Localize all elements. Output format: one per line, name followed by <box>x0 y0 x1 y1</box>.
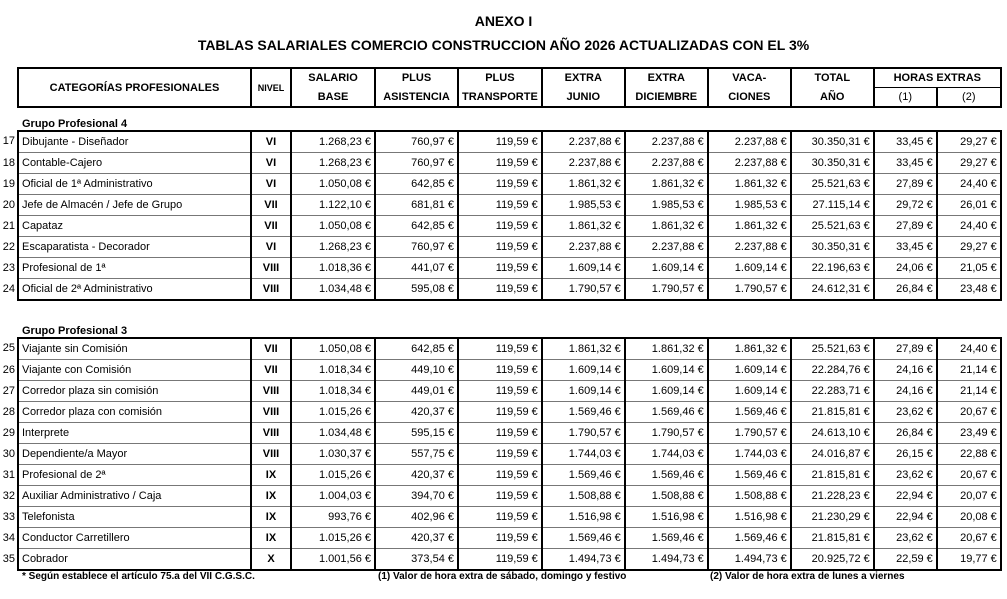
header-categorias: CATEGORÍAS PROFESIONALES <box>18 68 251 107</box>
cell-ta: 21.815,81 € <box>791 402 874 423</box>
cell-h1: 33,45 € <box>874 237 937 258</box>
row-number: 21 <box>2 219 15 232</box>
row-number: 32 <box>2 489 15 502</box>
table-row <box>18 486 1001 507</box>
cell-ej: 1.609,14 € <box>542 381 625 402</box>
cell-pa: 420,37 € <box>375 528 458 549</box>
cell-ej: 1.861,32 € <box>542 216 625 237</box>
group-label-3: Grupo Profesional 3 <box>22 325 128 337</box>
cell-lvl: IX <box>251 507 291 528</box>
cell-name: Conductor Carretillero <box>18 528 251 549</box>
cell-ej: 1.609,14 € <box>542 258 625 279</box>
cell-sb: 1.268,23 € <box>291 131 375 153</box>
row-number: 24 <box>2 282 15 295</box>
cell-ej: 1.569,46 € <box>542 465 625 486</box>
cell-ej: 2.237,88 € <box>542 237 625 258</box>
cell-sb: 1.015,26 € <box>291 465 375 486</box>
cell-ej: 2.237,88 € <box>542 153 625 174</box>
cell-ed: 1.790,57 € <box>625 279 708 301</box>
table-row <box>18 507 1001 528</box>
cell-pa: 373,54 € <box>375 549 458 571</box>
cell-ej: 1.609,14 € <box>542 360 625 381</box>
cell-pt: 119,59 € <box>458 174 542 195</box>
cell-pa: 760,97 € <box>375 237 458 258</box>
cell-pt: 119,59 € <box>458 131 542 153</box>
header-plus-asistencia: PLUS <box>375 68 458 88</box>
cell-h2: 23,48 € <box>937 279 1001 301</box>
header-ciones: CIONES <box>708 88 791 108</box>
cell-lvl: IX <box>251 465 291 486</box>
cell-h1: 24,16 € <box>874 381 937 402</box>
cell-ed: 1.494,73 € <box>625 549 708 571</box>
cell-lvl: VII <box>251 216 291 237</box>
cell-h2: 21,05 € <box>937 258 1001 279</box>
cell-ej: 1.861,32 € <box>542 338 625 360</box>
header-salario-base: BASE <box>291 88 375 108</box>
cell-sb: 1.268,23 € <box>291 237 375 258</box>
cell-sb: 1.034,48 € <box>291 279 375 301</box>
cell-sb: 1.050,08 € <box>291 216 375 237</box>
cell-ej: 1.790,57 € <box>542 423 625 444</box>
cell-ta: 30.350,31 € <box>791 131 874 153</box>
cell-va: 1.569,46 € <box>708 528 791 549</box>
cell-sb: 1.034,48 € <box>291 423 375 444</box>
cell-ed: 1.985,53 € <box>625 195 708 216</box>
cell-ed: 1.569,46 € <box>625 465 708 486</box>
cell-sb: 1.001,56 € <box>291 549 375 571</box>
cell-h2: 20,08 € <box>937 507 1001 528</box>
table-row <box>18 195 1001 216</box>
cell-ed: 1.790,57 € <box>625 423 708 444</box>
row-number: 28 <box>2 405 15 418</box>
cell-h2: 20,07 € <box>937 486 1001 507</box>
cell-sb: 1.268,23 € <box>291 153 375 174</box>
cell-h2: 24,40 € <box>937 174 1001 195</box>
cell-ej: 1.985,53 € <box>542 195 625 216</box>
cell-va: 2.237,88 € <box>708 131 791 153</box>
cell-va: 1.861,32 € <box>708 174 791 195</box>
cell-ta: 22.196,63 € <box>791 258 874 279</box>
row-number: 22 <box>2 240 15 253</box>
cell-ta: 20.925,72 € <box>791 549 874 571</box>
cell-ta: 21.228,23 € <box>791 486 874 507</box>
cell-pt: 119,59 € <box>458 279 542 301</box>
cell-ta: 25.521,63 € <box>791 338 874 360</box>
cell-name: Cobrador <box>18 549 251 571</box>
cell-name: Telefonista <box>18 507 251 528</box>
cell-name: Oficial de 2ª Administrativo <box>18 279 251 301</box>
row-number: 26 <box>2 363 15 376</box>
cell-ta: 22.283,71 € <box>791 381 874 402</box>
cell-sb: 1.050,08 € <box>291 174 375 195</box>
cell-ej: 1.494,73 € <box>542 549 625 571</box>
cell-pa: 760,97 € <box>375 131 458 153</box>
cell-ej: 2.237,88 € <box>542 131 625 153</box>
cell-h1: 26,84 € <box>874 279 937 301</box>
cell-pa: 449,01 € <box>375 381 458 402</box>
cell-sb: 1.018,34 € <box>291 360 375 381</box>
cell-pt: 119,59 € <box>458 549 542 571</box>
cell-h1: 22,94 € <box>874 486 937 507</box>
cell-ed: 1.609,14 € <box>625 360 708 381</box>
header-total: TOTAL <box>791 68 874 88</box>
cell-ta: 24.016,87 € <box>791 444 874 465</box>
cell-va: 1.861,32 € <box>708 338 791 360</box>
cell-pt: 119,59 € <box>458 423 542 444</box>
cell-name: Interprete <box>18 423 251 444</box>
cell-pt: 119,59 € <box>458 528 542 549</box>
header-extra-diciembre: EXTRA <box>625 68 708 88</box>
cell-sb: 1.004,03 € <box>291 486 375 507</box>
table-row <box>18 237 1001 258</box>
cell-pa: 402,96 € <box>375 507 458 528</box>
cell-h2: 23,49 € <box>937 423 1001 444</box>
cell-pt: 119,59 € <box>458 444 542 465</box>
cell-lvl: VII <box>251 360 291 381</box>
cell-va: 1.609,14 € <box>708 258 791 279</box>
row-number: 23 <box>2 261 15 274</box>
cell-name: Dependiente/a Mayor <box>18 444 251 465</box>
cell-name: Profesional de 1ª <box>18 258 251 279</box>
header-vacaciones: VACA- <box>708 68 791 88</box>
cell-va: 1.494,73 € <box>708 549 791 571</box>
header-nivel: NIVEL <box>251 68 291 107</box>
cell-ej: 1.516,98 € <box>542 507 625 528</box>
cell-va: 1.609,14 € <box>708 381 791 402</box>
cell-lvl: VIII <box>251 258 291 279</box>
cell-sb: 1.015,26 € <box>291 528 375 549</box>
cell-ed: 1.744,03 € <box>625 444 708 465</box>
cell-va: 1.569,46 € <box>708 465 791 486</box>
cell-h2: 24,40 € <box>937 216 1001 237</box>
cell-h2: 20,67 € <box>937 465 1001 486</box>
cell-pt: 119,59 € <box>458 195 542 216</box>
salary-table <box>17 67 1002 571</box>
row-number: 35 <box>2 552 15 565</box>
cell-pa: 642,85 € <box>375 174 458 195</box>
cell-lvl: VIII <box>251 381 291 402</box>
cell-h2: 29,27 € <box>937 237 1001 258</box>
table-row <box>18 444 1001 465</box>
table-row <box>18 381 1001 402</box>
cell-h1: 23,62 € <box>874 528 937 549</box>
cell-va: 1.516,98 € <box>708 507 791 528</box>
cell-pa: 557,75 € <box>375 444 458 465</box>
header-salario: SALARIO <box>291 68 375 88</box>
cell-va: 2.237,88 € <box>708 153 791 174</box>
cell-pa: 760,97 € <box>375 153 458 174</box>
cell-lvl: VIII <box>251 423 291 444</box>
cell-name: Oficial de 1ª Administrativo <box>18 174 251 195</box>
cell-ed: 1.609,14 € <box>625 258 708 279</box>
cell-sb: 1.050,08 € <box>291 338 375 360</box>
cell-lvl: IX <box>251 528 291 549</box>
cell-lvl: VIII <box>251 279 291 301</box>
cell-name: Contable-Cajero <box>18 153 251 174</box>
table-row <box>18 528 1001 549</box>
cell-pt: 119,59 € <box>458 216 542 237</box>
cell-ta: 21.815,81 € <box>791 465 874 486</box>
cell-name: Viajante sin Comisión <box>18 338 251 360</box>
row-number: 27 <box>2 384 15 397</box>
cell-pa: 394,70 € <box>375 486 458 507</box>
cell-h2: 22,88 € <box>937 444 1001 465</box>
cell-pt: 119,59 € <box>458 507 542 528</box>
cell-pt: 119,59 € <box>458 237 542 258</box>
cell-pt: 119,59 € <box>458 360 542 381</box>
cell-va: 1.861,32 € <box>708 216 791 237</box>
cell-h2: 24,40 € <box>937 338 1001 360</box>
footnote-hora-1: (1) Valor de hora extra de sábado, domingo y festivo <box>378 571 627 582</box>
cell-h2: 21,14 € <box>937 381 1001 402</box>
cell-h2: 20,67 € <box>937 528 1001 549</box>
cell-ej: 1.861,32 € <box>542 174 625 195</box>
cell-h1: 33,45 € <box>874 153 937 174</box>
cell-va: 1.569,46 € <box>708 402 791 423</box>
row-number: 33 <box>2 510 15 523</box>
cell-h1: 26,84 € <box>874 423 937 444</box>
row-number: 20 <box>2 198 15 211</box>
cell-ta: 25.521,63 € <box>791 216 874 237</box>
cell-h2: 21,14 € <box>937 360 1001 381</box>
cell-h1: 22,94 € <box>874 507 937 528</box>
row-number: 19 <box>2 177 15 190</box>
cell-name: Escaparatista - Decorador <box>18 237 251 258</box>
cell-va: 1.790,57 € <box>708 279 791 301</box>
header-asistencia: ASISTENCIA <box>375 88 458 108</box>
table-row <box>18 131 1001 153</box>
cell-sb: 1.122,10 € <box>291 195 375 216</box>
cell-pt: 119,59 € <box>458 258 542 279</box>
cell-h1: 26,15 € <box>874 444 937 465</box>
cell-pa: 420,37 € <box>375 402 458 423</box>
cell-va: 1.508,88 € <box>708 486 791 507</box>
cell-ed: 2.237,88 € <box>625 237 708 258</box>
cell-name: Auxiliar Administrativo / Caja <box>18 486 251 507</box>
cell-ed: 2.237,88 € <box>625 153 708 174</box>
cell-pa: 642,85 € <box>375 338 458 360</box>
cell-h2: 20,67 € <box>937 402 1001 423</box>
cell-h2: 26,01 € <box>937 195 1001 216</box>
cell-ed: 2.237,88 € <box>625 131 708 153</box>
header-horas-extras: HORAS EXTRAS <box>874 68 1001 88</box>
row-number: 17 <box>2 135 15 148</box>
cell-ta: 21.815,81 € <box>791 528 874 549</box>
row-number: 34 <box>2 531 15 544</box>
cell-lvl: VIII <box>251 444 291 465</box>
cell-ed: 1.861,32 € <box>625 338 708 360</box>
cell-sb: 1.015,26 € <box>291 402 375 423</box>
cell-va: 1.985,53 € <box>708 195 791 216</box>
cell-sb: 1.018,34 € <box>291 381 375 402</box>
cell-lvl: VIII <box>251 402 291 423</box>
cell-ta: 27.115,14 € <box>791 195 874 216</box>
cell-va: 1.609,14 € <box>708 360 791 381</box>
header-ano: AÑO <box>791 88 874 108</box>
row-number: 18 <box>2 156 15 169</box>
table-row <box>18 174 1001 195</box>
cell-ed: 1.508,88 € <box>625 486 708 507</box>
cell-h1: 27,89 € <box>874 338 937 360</box>
cell-name: Viajante con Comisión <box>18 360 251 381</box>
cell-h1: 27,89 € <box>874 174 937 195</box>
table-row <box>18 549 1001 571</box>
cell-h1: 29,72 € <box>874 195 937 216</box>
header-plus-transporte: PLUS <box>458 68 542 88</box>
cell-ej: 1.790,57 € <box>542 279 625 301</box>
header-extra-junio: EXTRA <box>542 68 625 88</box>
table-row <box>18 153 1001 174</box>
document-subtitle: TABLAS SALARIALES COMERCIO CONSTRUCCION AÑO 2026 ACTUALIZADAS CON EL 3% <box>197 37 810 53</box>
cell-h2: 19,77 € <box>937 549 1001 571</box>
cell-ed: 1.609,14 € <box>625 381 708 402</box>
footnote-hora-2: (2) Valor de hora extra de lunes a viernes <box>710 571 905 582</box>
cell-name: Capataz <box>18 216 251 237</box>
table-row <box>18 258 1001 279</box>
cell-pt: 119,59 € <box>458 338 542 360</box>
cell-ed: 1.861,32 € <box>625 174 708 195</box>
row-number: 29 <box>2 426 15 439</box>
cell-ta: 30.350,31 € <box>791 153 874 174</box>
cell-ej: 1.508,88 € <box>542 486 625 507</box>
cell-va: 1.744,03 € <box>708 444 791 465</box>
table-row <box>18 279 1001 301</box>
cell-ta: 25.521,63 € <box>791 174 874 195</box>
cell-name: Profesional de 2ª <box>18 465 251 486</box>
cell-ta: 24.612,31 € <box>791 279 874 301</box>
cell-lvl: IX <box>251 486 291 507</box>
cell-lvl: VI <box>251 174 291 195</box>
table-row <box>18 216 1001 237</box>
header-transporte: TRANSPORTE <box>458 88 542 108</box>
table-row <box>18 360 1001 381</box>
cell-ta: 22.284,76 € <box>791 360 874 381</box>
footnote-articulo: * Según establece el artículo 75.a del VII C.G.S.C. <box>22 571 255 582</box>
cell-h2: 29,27 € <box>937 153 1001 174</box>
cell-ta: 30.350,31 € <box>791 237 874 258</box>
table-row <box>18 338 1001 360</box>
cell-ta: 21.230,29 € <box>791 507 874 528</box>
cell-ta: 24.613,10 € <box>791 423 874 444</box>
cell-pt: 119,59 € <box>458 153 542 174</box>
cell-lvl: X <box>251 549 291 571</box>
header-horas-1: (1) <box>874 88 937 108</box>
row-number: 31 <box>2 468 15 481</box>
cell-h1: 22,59 € <box>874 549 937 571</box>
cell-lvl: VI <box>251 131 291 153</box>
cell-ed: 1.516,98 € <box>625 507 708 528</box>
cell-lvl: VII <box>251 338 291 360</box>
row-number: 30 <box>2 447 15 460</box>
cell-sb: 993,76 € <box>291 507 375 528</box>
cell-pa: 595,08 € <box>375 279 458 301</box>
cell-pt: 119,59 € <box>458 402 542 423</box>
cell-pa: 449,10 € <box>375 360 458 381</box>
table-row <box>18 465 1001 486</box>
table-row <box>18 423 1001 444</box>
cell-va: 1.790,57 € <box>708 423 791 444</box>
cell-h1: 27,89 € <box>874 216 937 237</box>
cell-h1: 24,06 € <box>874 258 937 279</box>
document-title: ANEXO I <box>474 13 533 29</box>
cell-ed: 1.569,46 € <box>625 528 708 549</box>
cell-pa: 681,81 € <box>375 195 458 216</box>
header-diciembre: DICIEMBRE <box>625 88 708 108</box>
cell-va: 2.237,88 € <box>708 237 791 258</box>
cell-ed: 1.861,32 € <box>625 216 708 237</box>
cell-pt: 119,59 € <box>458 486 542 507</box>
cell-pt: 119,59 € <box>458 381 542 402</box>
cell-h1: 23,62 € <box>874 402 937 423</box>
cell-h2: 29,27 € <box>937 131 1001 153</box>
cell-h1: 23,62 € <box>874 465 937 486</box>
header-horas-2: (2) <box>937 88 1001 108</box>
cell-pa: 420,37 € <box>375 465 458 486</box>
cell-lvl: VI <box>251 153 291 174</box>
cell-name: Corredor plaza sin comisión <box>18 381 251 402</box>
cell-lvl: VI <box>251 237 291 258</box>
cell-name: Jefe de Almacén / Jefe de Grupo <box>18 195 251 216</box>
cell-ej: 1.569,46 € <box>542 528 625 549</box>
cell-h1: 24,16 € <box>874 360 937 381</box>
cell-name: Corredor plaza con comisión <box>18 402 251 423</box>
cell-ej: 1.744,03 € <box>542 444 625 465</box>
cell-pa: 595,15 € <box>375 423 458 444</box>
cell-ed: 1.569,46 € <box>625 402 708 423</box>
header-junio: JUNIO <box>542 88 625 108</box>
group-label-4: Grupo Profesional 4 <box>22 118 128 130</box>
cell-ej: 1.569,46 € <box>542 402 625 423</box>
cell-sb: 1.030,37 € <box>291 444 375 465</box>
cell-pa: 642,85 € <box>375 216 458 237</box>
cell-pt: 119,59 € <box>458 465 542 486</box>
row-number: 25 <box>2 342 15 355</box>
cell-h1: 33,45 € <box>874 131 937 153</box>
cell-lvl: VII <box>251 195 291 216</box>
table-row <box>18 402 1001 423</box>
cell-sb: 1.018,36 € <box>291 258 375 279</box>
cell-pa: 441,07 € <box>375 258 458 279</box>
cell-name: Dibujante - Diseñador <box>18 131 251 153</box>
